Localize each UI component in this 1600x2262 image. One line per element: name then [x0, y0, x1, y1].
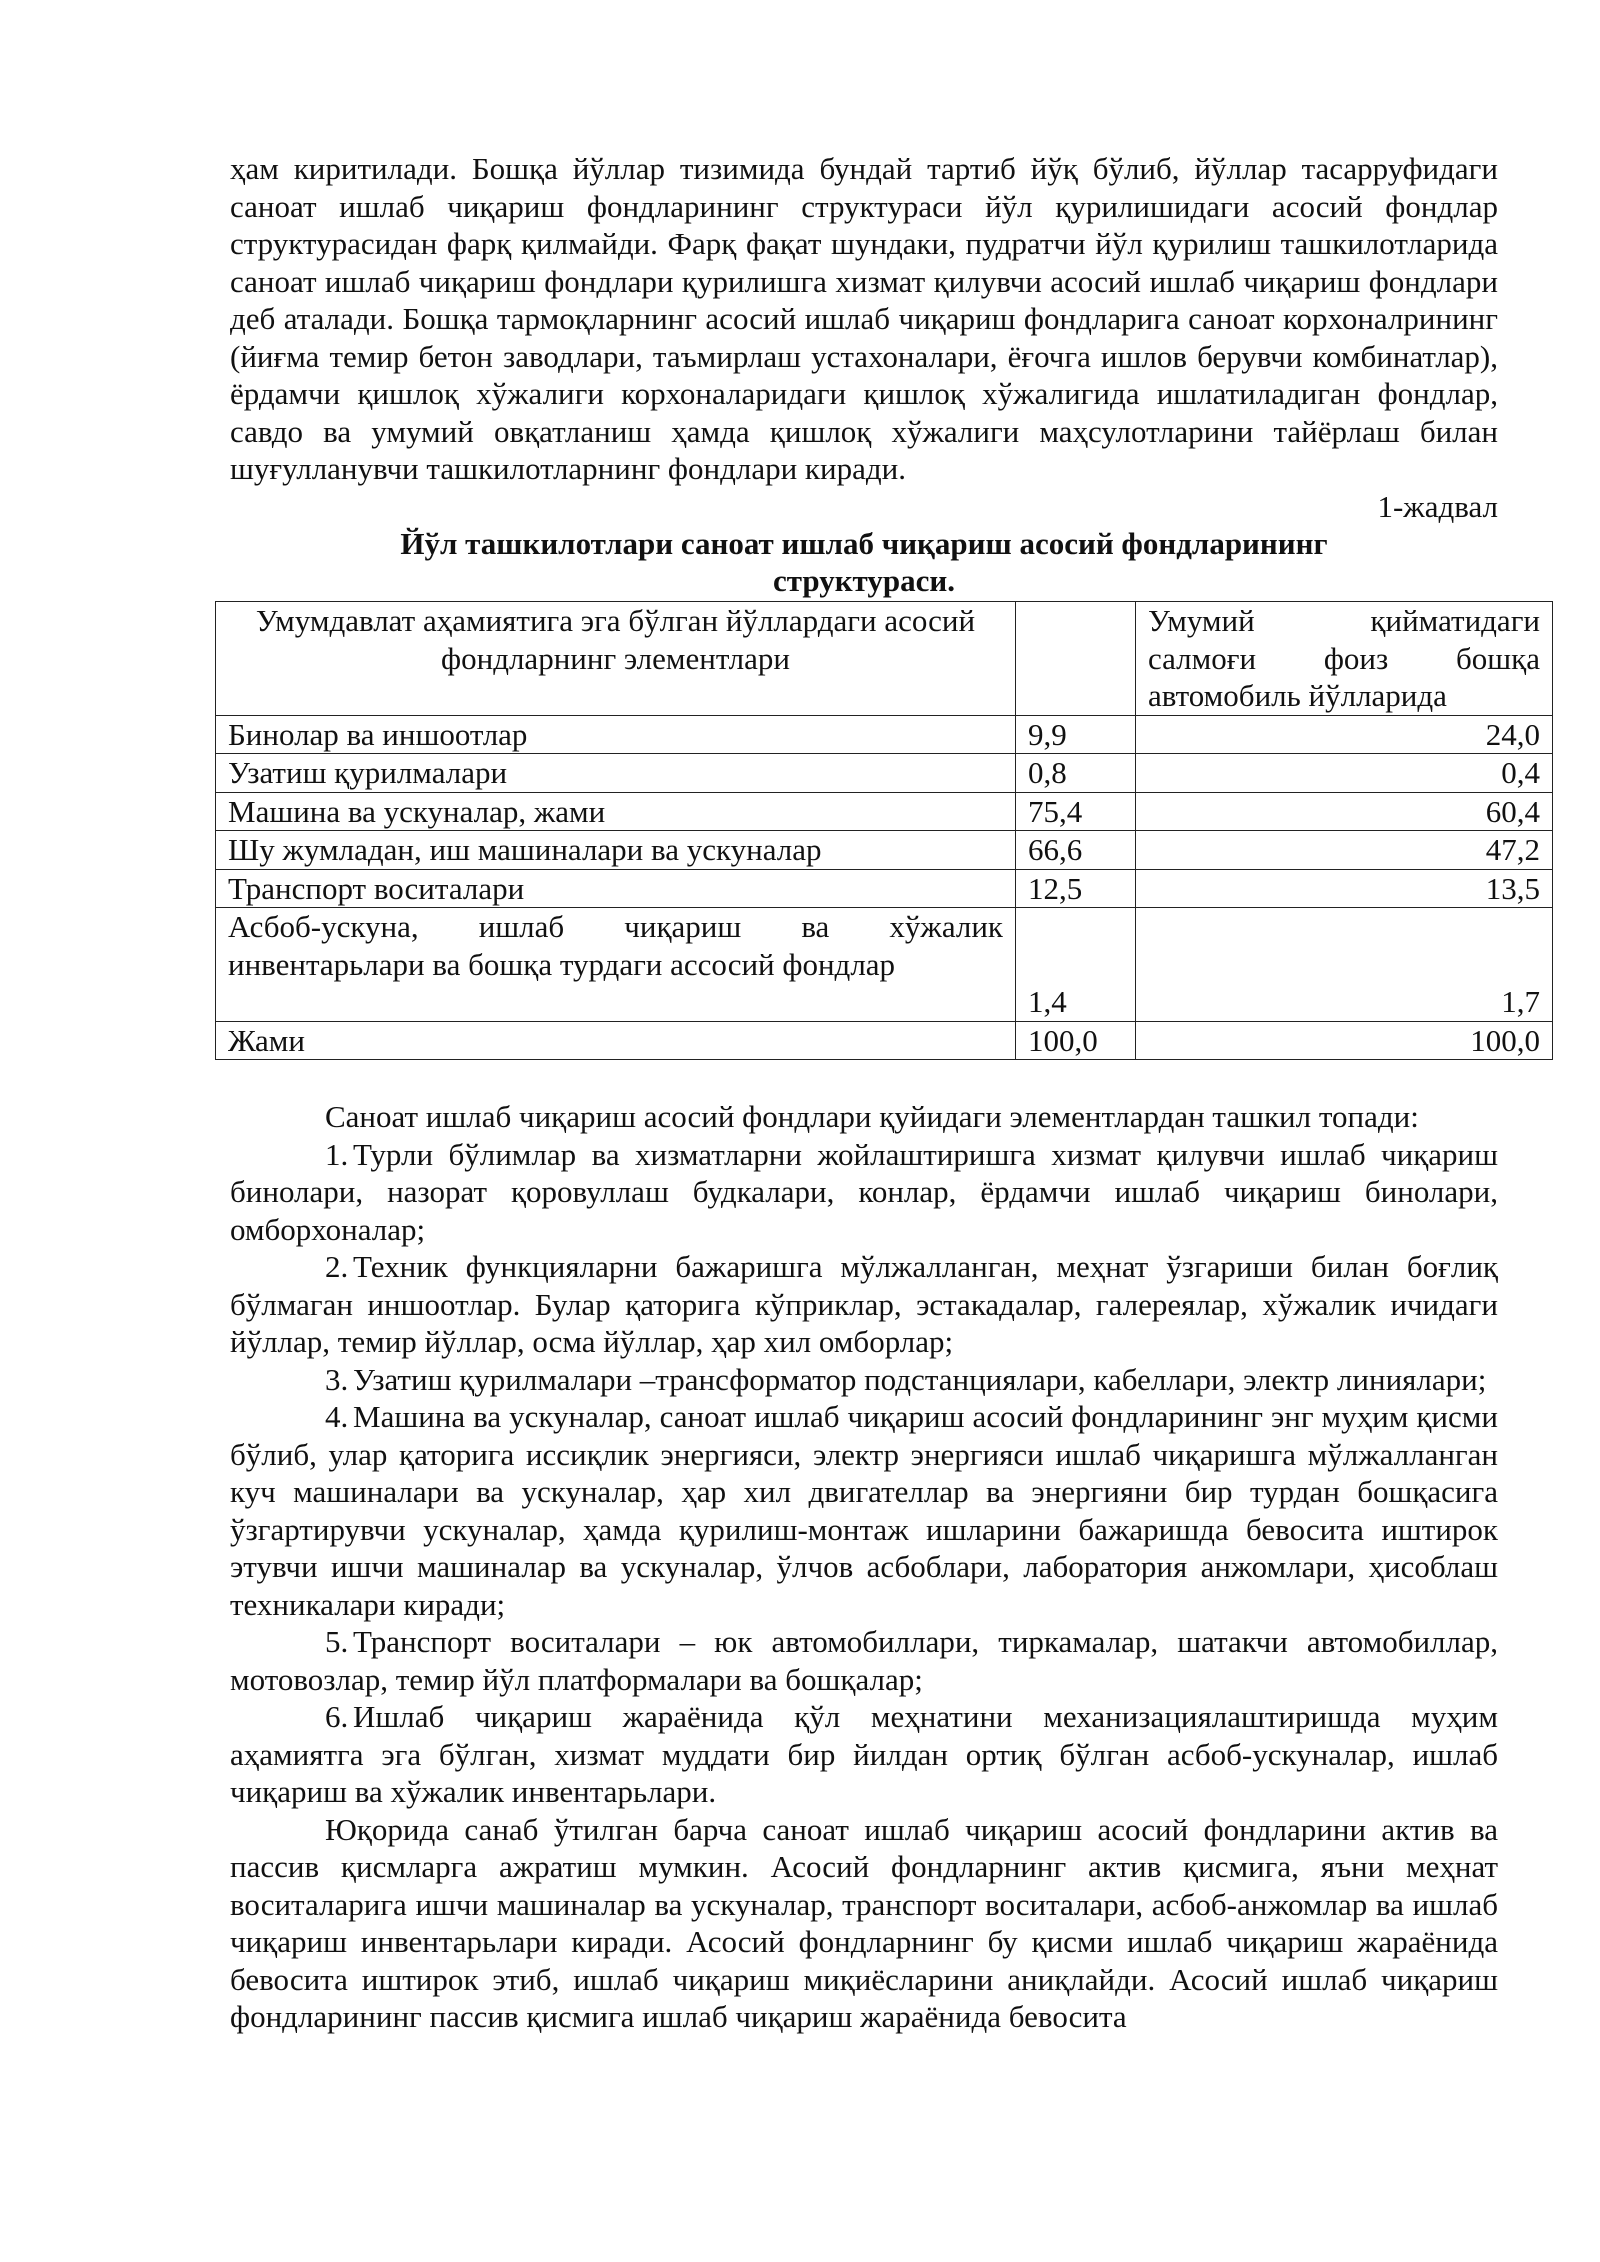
row-value-1: 1,4: [1016, 908, 1136, 1022]
table-row: [216, 831, 1553, 870]
row-value-2: 1,7: [1136, 908, 1553, 1022]
row-value-1: 12,5: [1016, 869, 1136, 908]
row-name: Узатиш қурилмалари: [216, 754, 1016, 793]
header-empty: [1016, 602, 1136, 716]
spacer: [230, 1060, 1498, 1098]
list-number: 1.: [325, 1136, 349, 1172]
row-name: Машина ва ускуналар, жами: [216, 792, 1016, 831]
row-name: Транспорт воситалари: [216, 869, 1016, 908]
header-share-line1: Умумий қийматидаги салмоғи фоиз бошқа: [1148, 603, 1540, 676]
list-number: 5.: [325, 1624, 349, 1659]
list-item: [230, 1698, 1498, 1811]
table-total-row: [216, 1021, 1553, 1060]
fund-structure-table: [215, 601, 1553, 1060]
list-number: 4.: [325, 1399, 349, 1434]
row-name-spacer: [228, 983, 1003, 1021]
list-text: Узатиш қурилмалари –трансформатор подстанциялари, кабеллари, электр линиялари;: [353, 1361, 1487, 1397]
total-value-1: 100,0: [1016, 1021, 1136, 1060]
table-row-multiline: [216, 908, 1553, 1022]
row-value-2: 60,4: [1136, 792, 1553, 831]
list-text: Техник функцияларни бажаришга мўлжалланган, меҳнат ўзгариши билан боғлиқ бўлмаган иншоотлар. Булар қаторига кўприклар, эстакадалар, галереялар, хўжалик ичидаги йўллар, темир йўллар, осма йўллар, ҳар хил омборлар;: [230, 1249, 1498, 1359]
table-row: [216, 869, 1553, 908]
row-value-1: 9,9: [1016, 715, 1136, 754]
row-name-line2: инвентарьлари ва бошқа турдаги ассосий фондлар: [228, 946, 896, 982]
row-value-1: 0,8: [1016, 754, 1136, 793]
row-value-2: 0,4: [1136, 754, 1553, 793]
list-text: Турли бўлимлар ва хизматларни жойлаштиришга хизмат қилувчи ишлаб чиқариш бинолари, назорат қоровуллаш будкалари, конлар, ёрдамчи ишлаб чиқариш бинолари, омборхоналар;: [230, 1136, 1498, 1247]
row-name-multiline: [216, 908, 1016, 1022]
table-row: [216, 715, 1553, 754]
document-page: [228, 150, 1540, 2036]
table-row: [216, 792, 1553, 831]
row-name: Шу жумладан, иш машиналари ва ускуналар: [216, 831, 1016, 870]
list-number: 2.: [325, 1249, 349, 1284]
row-value-2: 13,5: [1136, 869, 1553, 908]
list-item: [230, 1398, 1498, 1623]
total-name: Жами: [216, 1021, 1016, 1060]
table-header-row: [216, 602, 1553, 716]
list-number: 3.: [325, 1361, 349, 1397]
elements-intro: Саноат ишлаб чиқариш асосий фондлари қуйидаги элементлардан ташкил топади:: [325, 1099, 1419, 1134]
list-number: 6.: [325, 1699, 349, 1734]
list-item: [230, 1623, 1498, 1698]
table-title: Йўл ташкилотлари саноат ишлаб чиқариш асосий фондларининг структураси.: [400, 526, 1328, 598]
list-text: Машина ва ускуналар, саноат ишлаб чиқариш асосий фондларининг энг муҳим қисми бўлиб, улар қаторига иссиқлик энергияси, электр энергияси ишлаб чиқаришга мўлжалланган куч машиналари ва ускуналар, ҳар хил двигателлар ва энергияни бир турдан бошқасига ўзгартирувчи ускуналар, ҳамда қурилиш-монтаж ишларини бажаришда бевосита иштирок этувчи ишчи машиналар ва ускуналар, ўлчов асбоблари, лаборатория анжомлари, ҳисоблаш техникалари киради;: [230, 1399, 1498, 1622]
header-share-line2: автомобиль йўлларида: [1148, 678, 1447, 713]
list-item: [230, 1136, 1498, 1249]
header-elements: Умумдавлат аҳамиятига эга бўлган йўллардаги асосий фондларнинг элементлари: [216, 602, 1016, 716]
row-value-1: 66,6: [1016, 831, 1136, 870]
intro-paragraph: ҳам киритилади. Бошқа йўллар тизимида бундай тартиб йўқ бўлиб, йўллар тасарруфидаги саноат ишлаб чиқариш фондларининг структураси йўл қурилишидаги асосий фондлар структурасидан фарқ қилмайди. Фарқ фақат шундаки, пудратчи йўл қурилиш ташкилотларида саноат ишлаб чиқариш фондлари қурилишга хизмат қилувчи асосий ишлаб чиқариш фондлари деб аталади. Бошқа тармоқларнинг асосий ишлаб чиқариш фондларига саноат корхоналрининг (йиғма темир бетон заводлари, таъмирлаш устахоналари, ёғочга ишлов берувчи комбинатлар), ёрдамчи қишлоқ хўжалиги корхоналаридаги қишлоқ хўжалигида ишлатиладиган фондлар, савдо ва умумий овқатланиш ҳамда қишлоқ хўжалиги маҳсулотларини тайёрлаш билан шуғулланувчи ташкилотларнинг фондлари киради.: [230, 151, 1498, 486]
row-name: Бинолар ва иншоотлар: [216, 715, 1016, 754]
row-value-2: 47,2: [1136, 831, 1553, 870]
list-text: Ишлаб чиқариш жараёнида қўл меҳнатини механизациялаштиришда муҳим аҳамиятга эга бўлган, хизмат муддати бир йилдан ортиқ бўлган асбоб-ускуналар, ишлаб чиқариш ва хўжалик инвентарьлари.: [230, 1699, 1498, 1809]
row-value-1: 75,4: [1016, 792, 1136, 831]
row-name-line1: Асбоб-ускуна, ишлаб чиқариш ва хўжалик: [228, 909, 1003, 944]
final-paragraph: Юқорида санаб ўтилган барча саноат ишлаб чиқариш асосий фондларини актив ва пассив қисмларга ажратиш мумкин. Асосий фондларнинг актив қисмига, яъни меҳнат воситаларига ишчи машиналар ва ускуналар, транспорт воситалари, асбоб-анжомлар ва ишлаб чиқариш инвентарьлари киради. Асосий фондларнинг бу қисми ишлаб чиқариш жараёнида бевосита иштирок этиб, ишлаб чиқариш миқиёсларини аниқлайди. Асосий ишлаб чиқариш фондларининг пассив қисмига ишлаб чиқариш жараёнида бевосита: [230, 1811, 1498, 2034]
list-item: [230, 1248, 1498, 1361]
header-share: [1136, 602, 1553, 716]
list-text: Транспорт воситалари – юк автомобиллари, тиркамалар, шатакчи автомобиллар, мотовозлар, темир йўл платформалари ва бошқалар;: [230, 1624, 1498, 1697]
table-row: [216, 754, 1553, 793]
total-value-2: 100,0: [1136, 1021, 1553, 1060]
table-number: 1-жадвал: [1377, 488, 1498, 524]
row-value-2: 24,0: [1136, 715, 1553, 754]
list-item: [230, 1361, 1498, 1399]
